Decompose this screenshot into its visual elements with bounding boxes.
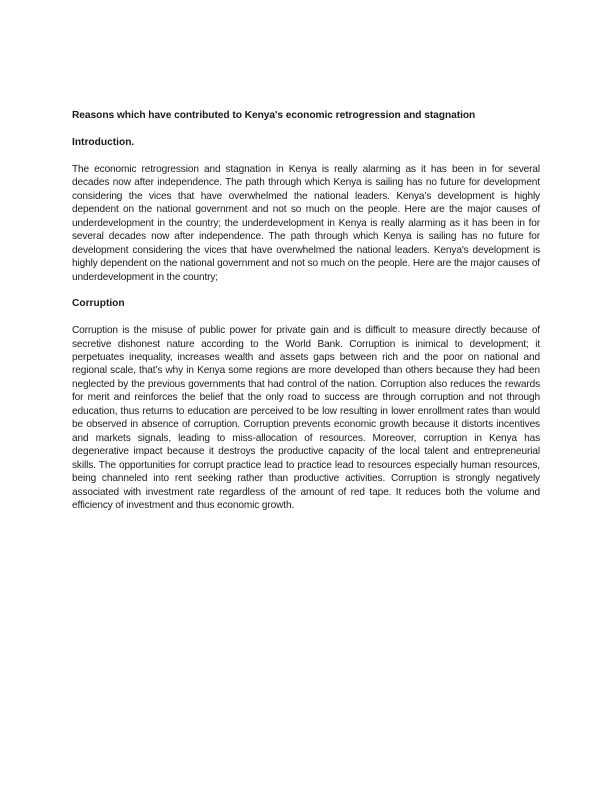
- section-heading-introduction: Introduction.: [72, 137, 135, 148]
- section-body-corruption: Corruption is the misuse of public power for private gain and is difficult to measure directly because of secretive dishonest nature according to the World Bank. Corruption is inimical to development; it perpetuates inequality, increases wealth and assets gaps between rich and the poor on national and regional scale, that’s why in Kenya some regions are more developed than others because they had been neglected by the previous governments that had control of the nation. Corruption also reduces the rewards for merit and reinforces the belief that the only road to success are through corruption and not through education, thus returns to education are perceived to be low resulting in lower enrollment rates than would be observed in absence of corruption. Corruption prevents economic growth because it distorts incentives and markets signals, leading to miss-allocation of resources. Moreover, corruption in Kenya has degenerative impact because it destroys the productive capacity of the local talent and entrepreneurial skills. The opportunities for corrupt practice lead to practice lead to resources especially human resources, being channeled into rent seeking rather than productive activities. Corruption is strongly negatively associated with investment rate regardless of the amount of red tape. It reduces both the volume and efficiency of investment and thus economic growth.: [72, 325, 540, 511]
- document-page: [72, 109, 540, 525]
- document-title: Reasons which have contributed to Kenya's economic retrogression and stagnation: [72, 110, 476, 121]
- section-body-introduction: The economic retrogression and stagnation in Kenya is really alarming as it has been in for several decades now after independence. The path through which Kenya is sailing has no future for development considering the vices that have overwhelmed the national leaders. Kenya’s development is highly dependent on the national government and not so much on the people. Here are the major causes of underdevelopment in the country; the underdevelopment in Kenya is really alarming as it has been in for several decades now after independence. The path through which Kenya is sailing has no future for development considering the vices that have overwhelmed the national leaders. Kenya's development is highly dependent on the national government and not so much on the people. Here are the major causes of underdevelopment in the country;: [72, 164, 540, 283]
- section-heading-corruption: Corruption: [72, 298, 125, 310]
